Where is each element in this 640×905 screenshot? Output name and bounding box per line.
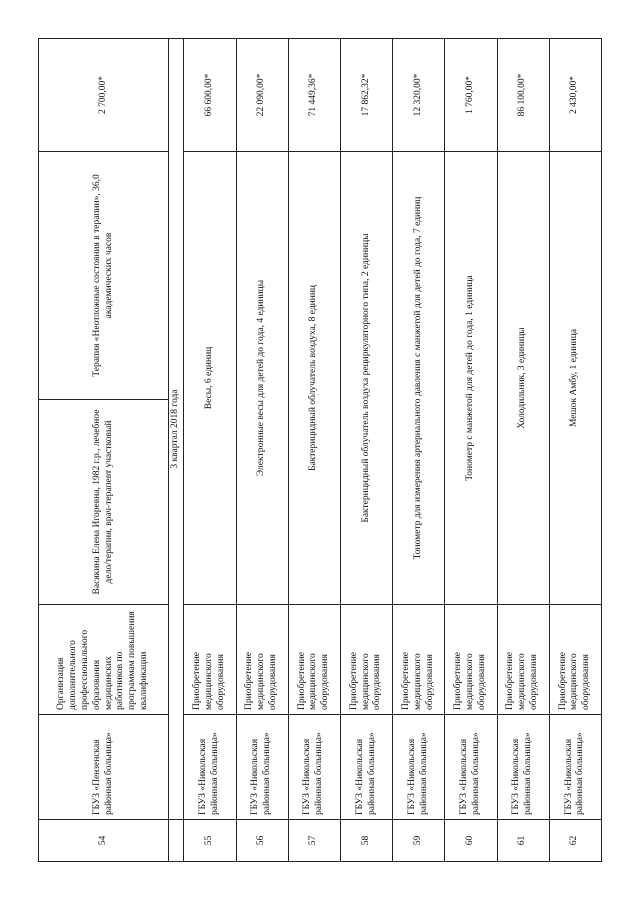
- expense-kind-cell: Приобретение медицинского оборудования: [340, 605, 392, 715]
- table-row: [445, 39, 497, 862]
- person-cell: Васякина Елена Игоревна, 1982 г.р., лечебное дело/терапия, врач-терапевт участковый: [39, 400, 169, 605]
- description-cell: Электронные весы для детей до года, 4 единицы: [236, 152, 288, 605]
- organization-cell: ГБУЗ «Никольская районная больница»: [393, 715, 445, 820]
- expense-kind-cell: Приобретение медицинского оборудования: [549, 605, 601, 715]
- amount-cell: 86 100,00*: [497, 39, 549, 152]
- amount-cell: 22 090,00*: [236, 39, 288, 152]
- table-row: [39, 39, 169, 862]
- table-row: [184, 39, 236, 862]
- table-row: [236, 39, 288, 862]
- amount-cell: 2 430,00*: [549, 39, 601, 152]
- expense-kind-cell: Приобретение медицинского оборудования: [393, 605, 445, 715]
- table-row: [393, 39, 445, 862]
- description-cell: Тонометр для измерения артериального давления с манжетой для детей до года, 7 единиц: [393, 152, 445, 605]
- expense-kind-cell: Приобретение медицинского оборудования: [445, 605, 497, 715]
- description-cell: Тонометр с манжетой для детей до года, 1 единица: [445, 152, 497, 605]
- expense-kind-cell: Приобретение медицинского оборудования: [236, 605, 288, 715]
- description-cell: Бактерицидный облучатель воздуха, 8 единиц: [288, 152, 340, 605]
- expense-kind-cell: Приобретение медицинского оборудования: [288, 605, 340, 715]
- quarter-header-row: [169, 39, 184, 862]
- amount-cell: 71 449,36*: [288, 39, 340, 152]
- organization-cell: ГБУЗ «Никольская районная больница»: [236, 715, 288, 820]
- organization-cell: ГБУЗ «Никольская районная больница»: [288, 715, 340, 820]
- table-row: [549, 39, 601, 862]
- row-number: 56: [236, 820, 288, 862]
- row-number: 60: [445, 820, 497, 862]
- amount-cell: 66 600,00*: [184, 39, 236, 152]
- spacer-cell: [169, 820, 184, 862]
- row-number: 61: [497, 820, 549, 862]
- description-cell: Мешок Амбу, 1 единица: [549, 152, 601, 605]
- expense-kind-cell: Приобретение медицинского оборудования: [497, 605, 549, 715]
- row-number: 54: [39, 820, 169, 862]
- organization-cell: ГБУЗ «Никольская районная больница»: [549, 715, 601, 820]
- description-cell: Бактерицидный облучатель воздуха рециркуляторного типа, 2 единицы: [340, 152, 392, 605]
- organization-cell: ГБУЗ «Никольская районная больница»: [497, 715, 549, 820]
- row-number: 55: [184, 820, 236, 862]
- amount-cell: 17 862,32*: [340, 39, 392, 152]
- expense-kind-cell: Организация дополнительного профессионального образования медицинских работников по программам повышения квалификации: [39, 605, 169, 715]
- amount-cell: 2 700,00*: [39, 39, 169, 152]
- description-cell: Холодильник, 3 единицы: [497, 152, 549, 605]
- organization-cell: ГБУЗ «Пензенская районная больница»: [39, 715, 169, 820]
- row-number: 58: [340, 820, 392, 862]
- expense-kind-cell: Приобретение медицинского оборудования: [184, 605, 236, 715]
- funding-table: [38, 38, 602, 862]
- quarter-label: 3 квартал 2018 года: [169, 39, 184, 820]
- table-row: [497, 39, 549, 862]
- organization-cell: ГБУЗ «Никольская районная больница»: [445, 715, 497, 820]
- amount-cell: 12 320,00*: [393, 39, 445, 152]
- table-body: [39, 39, 602, 862]
- row-number: 62: [549, 820, 601, 862]
- description-cell: Весы, 6 единиц: [184, 152, 236, 605]
- table-row: [340, 39, 392, 862]
- organization-cell: ГБУЗ «Никольская районная больница»: [340, 715, 392, 820]
- row-number: 59: [393, 820, 445, 862]
- organization-cell: ГБУЗ «Никольская районная больница»: [184, 715, 236, 820]
- description-cell: Терапия «Неотложные состояния в терапии», 36,0 академических часов: [39, 152, 169, 400]
- amount-cell: 1 760,00*: [445, 39, 497, 152]
- table-row: [288, 39, 340, 862]
- row-number: 57: [288, 820, 340, 862]
